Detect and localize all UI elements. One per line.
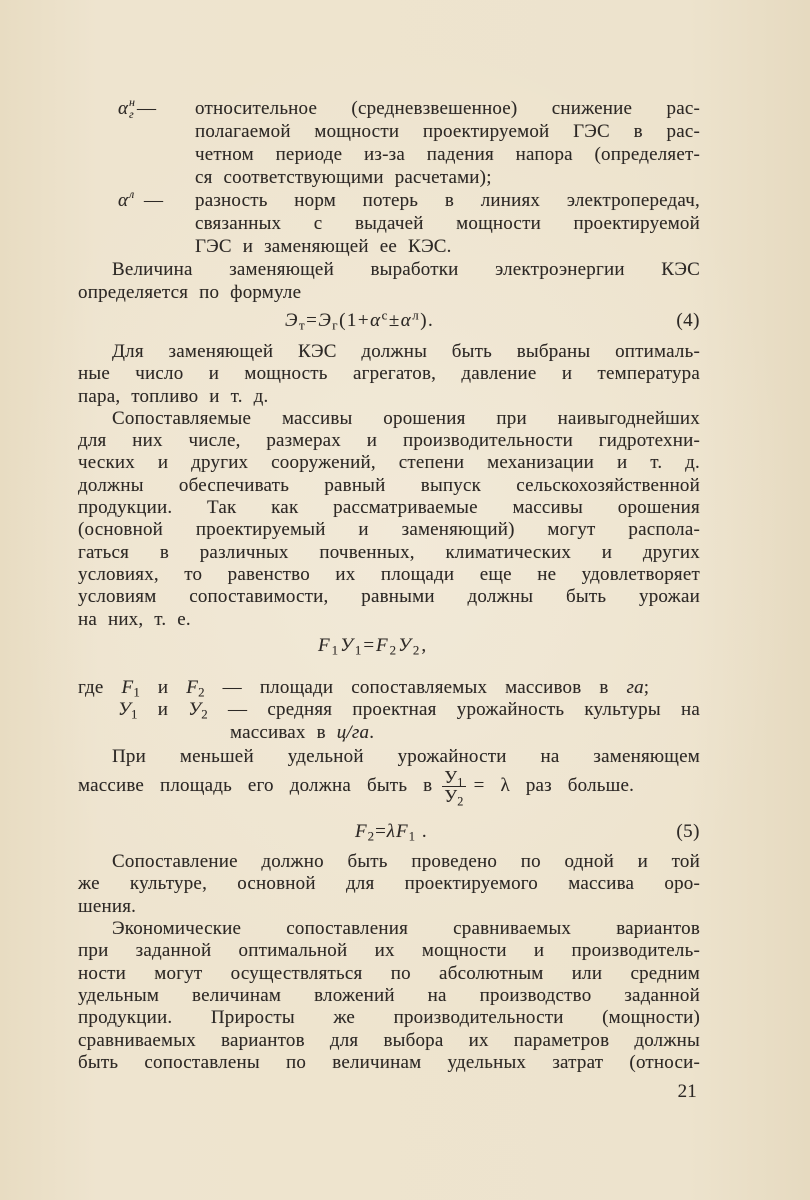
paragraph-economics bbox=[78, 918, 700, 1074]
section-kes-irrigation bbox=[78, 341, 700, 631]
paragraph-line: условиях, то равенство их площади еще не удовлетворяет bbox=[78, 563, 700, 585]
formula-4 bbox=[78, 309, 700, 332]
unit: ц/га bbox=[336, 721, 370, 743]
paragraph-line: Сопоставление должно быть проведено по одной и той bbox=[112, 851, 700, 873]
formula-text: . bbox=[416, 820, 428, 842]
formula-operator: = bbox=[375, 820, 387, 842]
variable: У bbox=[118, 699, 131, 721]
definition-text-line: четном периоде из-за падения напора (определяет- bbox=[195, 144, 700, 165]
fraction-denominator bbox=[442, 786, 465, 809]
where-text: и bbox=[139, 677, 187, 699]
where-text: ; bbox=[643, 677, 650, 699]
paragraph-line: гаться в различных почвенных, климатических и других bbox=[78, 541, 700, 563]
paragraph-irrigation bbox=[78, 408, 700, 631]
symbol-indices bbox=[128, 97, 136, 120]
formula-symbol: F bbox=[396, 820, 409, 842]
paragraph-line: ческих и других сооружений, степени механизации и т. д. bbox=[78, 452, 700, 474]
paragraph-text: массиве площадь его должна быть в bbox=[78, 775, 433, 797]
definition-text-line: разность норм потерь в линиях электропередач, bbox=[195, 190, 700, 211]
section-where bbox=[78, 677, 700, 744]
paragraph-line: продукции. Приросты же производительности (мощности) bbox=[78, 1007, 700, 1029]
symbol-superscript: л bbox=[128, 187, 135, 201]
symbol-subscript: г bbox=[128, 107, 134, 121]
paragraph-line: же культуре, основной для проектируемого массива оро- bbox=[78, 873, 700, 895]
formula-5 bbox=[78, 821, 700, 843]
variable-subscript: 2 bbox=[201, 707, 208, 723]
definition-alpha-g-n bbox=[78, 97, 700, 189]
definition-alpha-l bbox=[78, 189, 700, 258]
formula-area-expression bbox=[318, 635, 428, 657]
paragraph-line: должны обеспечивать равный выпуск сельскохозяйственной bbox=[78, 474, 700, 496]
definition-text-line: ся соответствующими расчетами); bbox=[195, 167, 492, 188]
formula-superscript: с bbox=[381, 307, 389, 323]
formula-subscript: 2 bbox=[367, 828, 376, 844]
where-text: где bbox=[78, 677, 122, 699]
symbol-indices bbox=[128, 189, 136, 212]
denominator-symbol: У bbox=[444, 786, 458, 807]
paragraph-yield bbox=[78, 746, 700, 809]
definition-text-line: полагаемой мощности проектируемой ГЭС в рас- bbox=[195, 121, 700, 142]
paragraph-line: при заданной оптимальной их мощности и производитель- bbox=[78, 940, 700, 962]
formula-text: (1+ bbox=[339, 310, 371, 331]
where-text: . bbox=[369, 721, 375, 743]
paragraph-line: ные число и мощность агрегатов, давление и температура bbox=[78, 363, 700, 385]
formula-subscript: 1 bbox=[331, 642, 341, 658]
where-text: и bbox=[137, 699, 189, 721]
formula-symbol: λ bbox=[386, 820, 397, 842]
paragraph-line: на них, т. е. bbox=[78, 608, 191, 630]
where-line bbox=[78, 722, 700, 744]
formula-superscript: л bbox=[412, 307, 421, 323]
formula-text: ). bbox=[420, 310, 435, 331]
variable: У bbox=[188, 699, 202, 721]
definition-text-line: связанных с выдачей мощности проектируемой bbox=[195, 213, 700, 234]
paragraph-line: шения. bbox=[78, 895, 137, 917]
formula-area-yield bbox=[78, 635, 700, 657]
formula-symbol: F bbox=[376, 634, 390, 656]
paragraph-line: (основной проектируемый и заменяющий) могут распола- bbox=[78, 519, 700, 541]
symbol-alpha-l bbox=[118, 189, 163, 212]
formula-symbol: F bbox=[318, 634, 332, 656]
paragraph-crop bbox=[78, 851, 700, 918]
numerator-subscript: 1 bbox=[457, 775, 464, 790]
paragraph-line: сравниваемых вариантов для выбора их параметров должны bbox=[78, 1029, 700, 1051]
where-line bbox=[78, 677, 700, 699]
section-crop-economics bbox=[78, 851, 700, 1074]
definition-text-line: ГЭС и заменяющей ее КЭС. bbox=[195, 236, 452, 257]
paragraph-replacement-output bbox=[78, 258, 700, 304]
formula-symbol: Э bbox=[285, 310, 299, 331]
paragraph-line: быть сопоставлены по величинам удельных затрат (относи- bbox=[78, 1051, 700, 1073]
equation-number: (4) bbox=[676, 310, 700, 331]
where-text: — площади сопоставляемых массивов в bbox=[204, 677, 627, 699]
definition-dash: — bbox=[143, 190, 163, 211]
where-line bbox=[78, 699, 700, 721]
paragraph-line: продукции. Так как рассматриваемые массивы орошения bbox=[78, 497, 700, 519]
formula-text: , bbox=[421, 634, 429, 656]
variable: F bbox=[186, 677, 199, 699]
paragraph-line: Для заменяющей КЭС должны быть выбраны оптималь- bbox=[112, 341, 700, 362]
paragraph-line: Величина заменяющей выработки электроэнергии КЭС bbox=[112, 259, 700, 280]
page-content bbox=[78, 97, 700, 1103]
formula-5-expression bbox=[355, 821, 428, 843]
formula-subscript: т bbox=[298, 317, 307, 333]
variable-subscript: 1 bbox=[133, 684, 140, 700]
numerator-symbol: У bbox=[444, 767, 458, 788]
definition-dash: — bbox=[136, 98, 156, 119]
paragraph-line: удельным величинам вложений на производство заданной bbox=[78, 984, 700, 1006]
yield-ratio-fraction bbox=[442, 767, 465, 809]
formula-4-expression bbox=[285, 309, 434, 332]
formula-operator: = bbox=[306, 310, 319, 331]
equation-number: (5) bbox=[676, 820, 700, 842]
paragraph-kes bbox=[78, 341, 700, 408]
paragraph-line: Сопоставляемые массивы орошения при наивыгоднейших bbox=[112, 407, 700, 429]
page-number: 21 bbox=[677, 1081, 697, 1103]
paragraph-line: условиям сопоставимости, равными должны быть урожаи bbox=[78, 586, 700, 608]
where-text: массивах в bbox=[230, 721, 337, 743]
paragraph-line-with-fraction bbox=[78, 767, 700, 809]
formula-subscript: 1 bbox=[408, 828, 417, 844]
formula-subscript: 2 bbox=[412, 642, 422, 658]
symbol-base: α bbox=[118, 98, 128, 119]
formula-symbol: Э bbox=[318, 310, 333, 331]
formula-subscript: 2 bbox=[389, 642, 399, 658]
formula-symbol: F bbox=[355, 820, 368, 842]
paragraph-line: Экономические сопоставления сравниваемых вариантов bbox=[112, 918, 700, 940]
where-text: — средняя проектная урожайность культуры на bbox=[207, 699, 700, 721]
formula-symbol: У bbox=[398, 634, 413, 656]
paragraph-line: для них числе, размерах и производительности гидротехни- bbox=[78, 430, 700, 452]
formula-operator: ± bbox=[388, 310, 401, 331]
symbol-base: α bbox=[118, 190, 128, 211]
paragraph-line: пара, топливо и т. д. bbox=[78, 385, 269, 407]
paragraph-text: = λ раз больше. bbox=[473, 775, 635, 797]
section-definitions bbox=[78, 97, 700, 304]
paragraph-line: ности могут осуществляться по абсолютным или средним bbox=[78, 962, 700, 984]
variable-subscript: 1 bbox=[130, 707, 138, 723]
formula-subscript: 1 bbox=[354, 642, 364, 658]
variable: F bbox=[121, 677, 134, 699]
unit: га bbox=[626, 677, 644, 699]
formula-operator: = bbox=[363, 634, 377, 656]
symbol-alpha-g-n bbox=[118, 97, 156, 120]
symbol-superscript: н bbox=[128, 95, 135, 109]
formula-subscript: г bbox=[332, 317, 340, 333]
fraction-numerator bbox=[442, 767, 465, 790]
formula-symbol: α bbox=[400, 310, 413, 331]
paragraph-line: определяется по формуле bbox=[78, 282, 302, 303]
denominator-subscript: 2 bbox=[457, 794, 464, 809]
formula-symbol: α bbox=[370, 310, 382, 331]
variable-subscript: 2 bbox=[198, 684, 205, 700]
formula-symbol: У bbox=[340, 634, 355, 656]
definition-text-line: относительное (средневзвешенное) снижение рас- bbox=[195, 98, 700, 119]
paragraph-line: При меньшей удельной урожайности на заменяющем bbox=[112, 746, 700, 768]
